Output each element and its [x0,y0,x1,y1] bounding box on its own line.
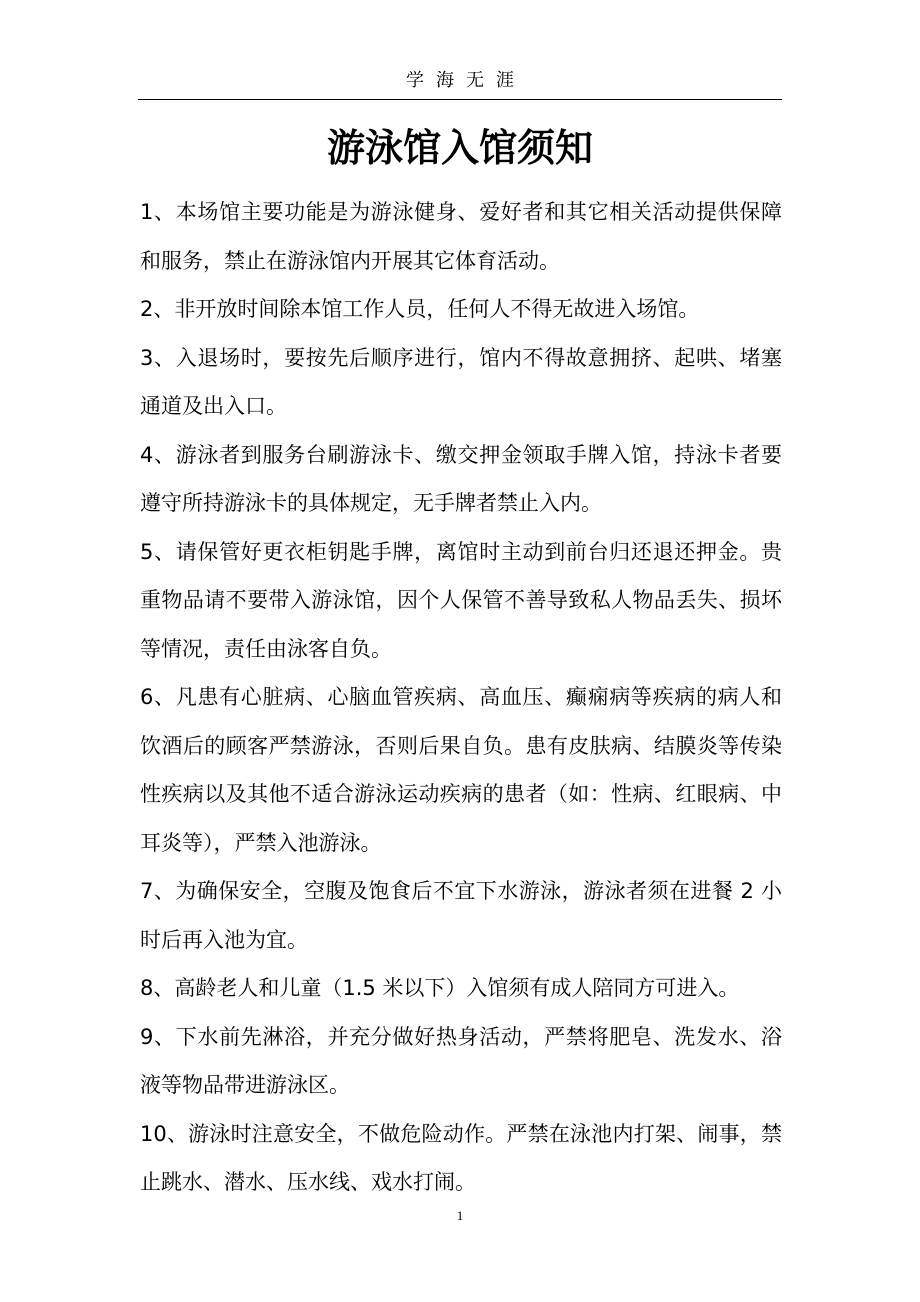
rule-item-3: 3、入退场时，要按先后顺序进行，馆内不得故意拥挤、起哄、堵塞通道及出入口。 [140,345,782,418]
rule-item-9: 9、下水前先淋浴，并充分做好热身活动，严禁将肥皂、洗发水、浴液等物品带进游泳区。 [140,1024,782,1097]
rule-item-8: 8、高龄老人和儿童（1.5 米以下）入馆须有成人陪同方可进入。 [140,976,740,1000]
rule-item-6: 6、凡患有心脏病、心脑血管疾病、高血压、癫痫病等疾病的病人和饮酒后的顾客严禁游泳，否则后果自负。患有皮肤病、结膜炎等传染性疾病以及其他不适合游泳运动疾病的患者（如：性病、红眼病、中耳炎等），严禁入池游泳。 [140,685,782,855]
rules-list [140,188,782,1207]
document-title: 游泳馆入馆须知 [326,125,593,170]
rule-item-10: 10、游泳时注意安全，不做危险动作。严禁在泳池内打架、闹事，禁止跳水、潜水、压水线、戏水打闹。 [140,1121,782,1194]
rule-item-4: 4、游泳者到服务台刷游泳卡、缴交押金领取手牌入馆，持泳卡者要遵守所持游泳卡的具体规定，无手牌者禁止入内。 [140,442,782,515]
header-divider [138,99,782,100]
rule-item-5: 5、请保管好更衣柜钥匙手牌，离馆时主动到前台归还退还押金。贵重物品请不要带入游泳馆，因个人保管不善导致私人物品丢失、损坏等情况，责任由泳客自负。 [140,539,782,661]
rule-item-7: 7、为确保安全，空腹及饱食后不宜下水游泳，游泳者须在进餐 2 小时后再入池为宜。 [140,879,782,952]
page-number: 1 [456,1208,464,1223]
page-header: 学海无涯 [406,70,526,91]
rule-item-1: 1、本场馆主要功能是为游泳健身、爱好者和其它相关活动提供保障和服务，禁止在游泳馆内开展其它体育活动。 [140,200,782,273]
rule-item-2: 2、非开放时间除本馆工作人员，任何人不得无故进入场馆。 [140,297,700,321]
